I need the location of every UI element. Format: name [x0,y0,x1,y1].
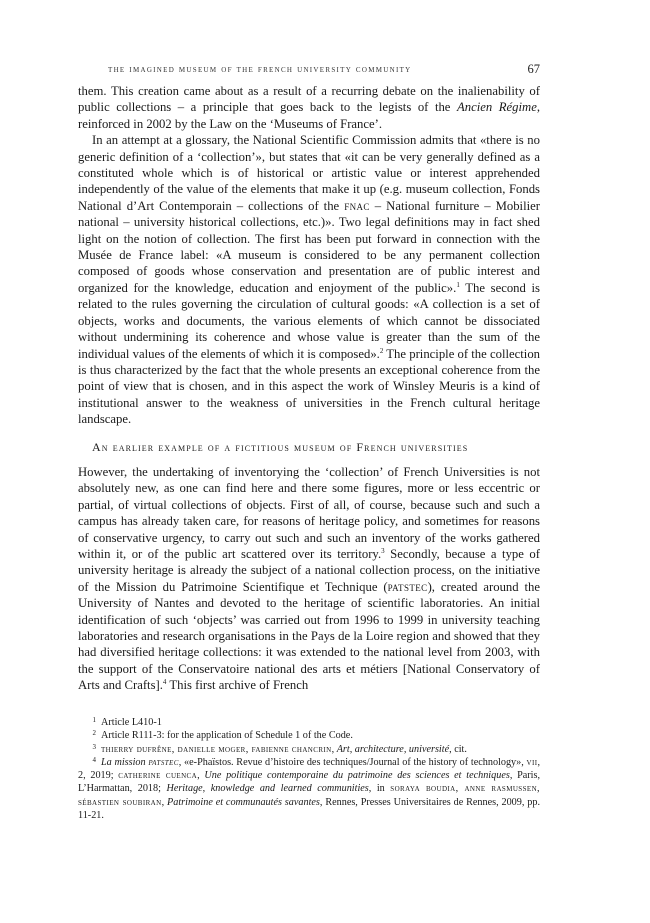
main-text [78,83,540,694]
footnote-3: 3 thierry dufrêne, danielle moger, fabienne chancrin, Art, architecture, université, cit. [92,742,467,755]
paragraph-2: In an attempt at a glossary, the National Scientific Commission admits that «there is no generic definition of a ‘collection’», but states that «it can be very generally defined as a constituted whole which is of historical or artistic value or interest apprehended independently of the value of the elements that make it up (e.g. museum collection, Fonds National d’Art Contemporain – collections of the fnac – National furniture – Mobilier national – university historical collections, etc.)». Two legal definitions may in fact shed light on the notion of collection. The first has been put forward in connection with the Musée de France label: «A museum is considered to be any permanent collection composed of goods whose conservation and presentation are of public interest and organized for the knowledge, education and enjoyment of the public».$^1$ The second is related to the rules governing the circulation of cultural goods: «A collection is a set of objects, works and documents, the various elements of which cannot be dissociated without undermining its coherence and whose value is greater than the sum of the individual values of the elements of which it is composed».$^2$ The principle of the collection is thus characterized by the fact that the whole presents an exceptional coherence from the point of view that is chosen, and in this aspect the work of Winsley Meuris is a kind of institutional answer to the weakness of universities in the French cultural heritage landscape. [78,133,541,427]
footnote-2: 2 Article R111-3: for the application of Schedule 1 of the Code. [92,729,353,742]
footnote-ref-4: 4 [162,678,167,687]
footnote-ref-1: 1 [456,280,460,289]
footnote-ref-2: 2 [379,346,384,355]
footnote-4: 4 La mission patstec, «e-Phaïstos. Revue d’histoire des techniques/Journal of the history of technology», vii, 2, 2019; catherine cuenca, Une politique contemporaine du patrimoine des sciences et techniques, Paris, L’Harmattan, 2018; Heritage, knowledge and learned communities, in soraya boudia, anne rasmussen, sébastien soubiran, Patrimoine et communautés savantes, Rennes, Presses Universitaires de Rennes, 2009, pp. 11-21. [78,755,541,822]
section-heading: An earlier example of a fictitious museum of French universities [92,439,469,454]
fnac-acronym: fnac [344,198,370,213]
footnote-1: 1 Article L410-1 [92,716,162,728]
patstec-acronym: patstec [387,579,428,594]
footnotes [78,716,540,822]
running-title: the imagined museum of the french university community [108,64,412,75]
paragraph-1: them. This creation came about as a result of a recurring debate on the inalienability of public collections – a principle that goes back to the legists of the Ancien Régime, reinforced in 2002 by the Law on the ‘Museums of France’. [78,84,540,131]
page-number: 67 [527,62,540,76]
paragraph-3: However, the undertaking of inventorying the ‘collection’ of French Universities is not absolutely new, as one can find here and there some figures, more or less eccentric or partial, of virtual collections of objects. First of all, of course, because such and such a campus has already taken care, for reasons of heritage policy, and sometimes for reasons of conservative urgency, to carry out such and such an inventory of the works gathered within it, or of the public art scattered over its territory.$^3$ Secondly, because a type of university heritage is already the subject of a national collection process, on the initiative of the Mission du Patrimoine Scientifique et Technique (patstec), created around the University of Nantes and devoted to the heritage of scientific laboratories. An initial identification of such ‘objects’ was carried out from 1996 to 1999 in university teaching laboratories and research organisations in the Pays de la Loire region and showed that they had diversified heritage collections: it was extended to the national level from 2003, with the support of the Conservatoire national des arts et métiers [National Conservatory of Arts and Crafts].$^4$ This first archive of French [78,464,540,693]
footnote-ref-3: 3 [381,546,385,555]
running-head [78,62,540,78]
ancien-regime-italic: Ancien Régime [457,100,537,115]
